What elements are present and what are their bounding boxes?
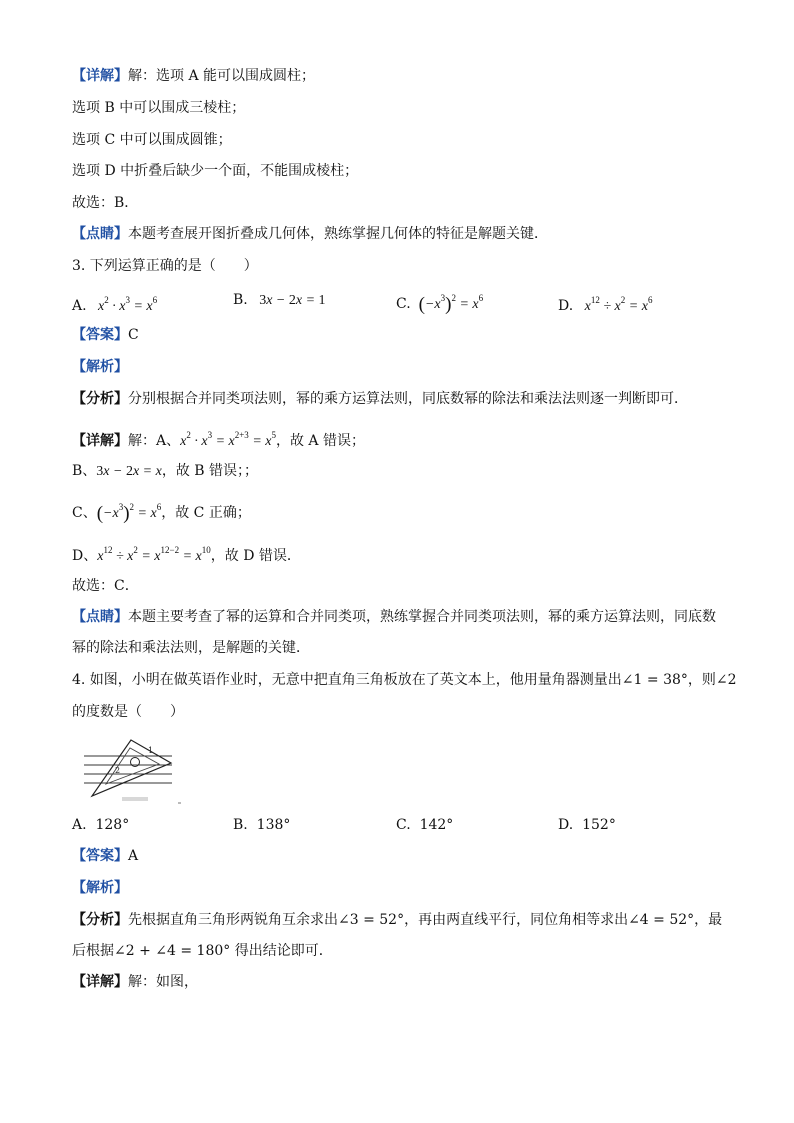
answer-tag: 【答案】 xyxy=(72,327,128,343)
q3-option-b-formula: 3x − 2x = 1 xyxy=(259,293,326,308)
q3-note-line2: 幂的除法和乘法法则，是解题的关键． xyxy=(72,640,310,656)
q4-answer: A xyxy=(128,848,139,864)
q4-option-d xyxy=(558,815,616,835)
q3-option-a-formula: $x^2 \cdot x^3 = x^6$ xyxy=(91,295,158,314)
answer-tag: 【答案】 xyxy=(72,848,128,864)
q4-option-a-value: 128° xyxy=(95,817,130,833)
note-tag: 【点睛】 xyxy=(72,609,128,625)
fenxi-tag: 【分析】 xyxy=(72,391,128,407)
q3-detail-c-prefix: C、 xyxy=(72,505,97,521)
q2-detail-a: 解：选项 A 能可以围成圆柱； xyxy=(128,68,316,84)
q3-detail-d-suffix: ，故 D 错误． xyxy=(210,548,301,564)
q4-option-a-label: A. xyxy=(72,817,87,833)
q4-stem-line1: 4. 如图，小明在做英语作业时，无意中把直角三角板放在了英文本上，他用量角器测量出∠1 = 38°，则∠2 xyxy=(72,672,737,688)
q4-fenxi-line2: 后根据∠2 + ∠4 = 180° 得出结论即可． xyxy=(72,943,333,959)
q4-stem-line2: 的度数是（ ） xyxy=(72,704,184,720)
smudge-mark xyxy=(122,797,148,801)
q4-option-b-label: B. xyxy=(233,817,248,833)
q4-option-c xyxy=(396,815,453,835)
angle-2-label: 2 xyxy=(115,766,121,775)
q3-answer-line xyxy=(72,325,139,345)
q3-detail-c-line xyxy=(72,497,251,524)
q4-option-a xyxy=(72,815,129,835)
q4-answer-line xyxy=(72,846,138,866)
q4-option-d-label: D. xyxy=(558,817,574,833)
q3-detail-b-prefix: B、 xyxy=(72,463,97,479)
q4-option-b-value: 138° xyxy=(256,817,291,833)
q3-option-a-label: A. xyxy=(72,298,87,314)
detail-tag: 【详解】 xyxy=(72,974,128,990)
q3-option-d-label: D. xyxy=(558,298,574,314)
q3-option-d xyxy=(558,290,652,317)
q2-note: 本题考查展开图折叠成几何体，熟练掌握几何体的特征是解题关键． xyxy=(128,226,548,242)
q4-option-d-value: 152° xyxy=(582,817,616,833)
q3-detail-c-suffix: ，故 C 正确； xyxy=(161,505,251,521)
q3-detail-b-suffix: ，故 B 错误；； xyxy=(161,463,259,479)
angle-1-label: 1 xyxy=(148,746,154,755)
q3-detail-c-formula: $(-x^3)^2 = x^6$ xyxy=(96,502,162,524)
q3-option-b xyxy=(233,290,326,311)
q3-analysis-line xyxy=(72,357,128,377)
analysis-tag: 【解析】 xyxy=(72,880,128,896)
q3-stem: 3. 下列运算正确的是（ ） xyxy=(72,258,258,274)
q4-detail-line xyxy=(72,972,198,992)
q3-option-c-formula: $(-x^3)^2 = x^6$ xyxy=(418,293,484,315)
q4-option-b xyxy=(233,815,290,835)
detail-tag: 【详解】 xyxy=(72,433,128,449)
q2-detail-c: 选项 C 中可以围成圆锥； xyxy=(72,132,232,148)
q4-fenxi-text-1: 先根据直角三角形两锐角互余求出∠3 = 52°，再由两直线平行，同位角相等求出∠4 = 52°，最 xyxy=(128,912,723,928)
q3-detail-d-formula: $x^{12} \div x^2 = x^{12-2} = x^{10}$ xyxy=(97,545,211,564)
q3-detail-a-formula: $x^2 \cdot x^3 = x^{2+3} = x^5$ xyxy=(180,430,276,449)
q2-note-line xyxy=(72,224,548,244)
q3-detail-d-line xyxy=(72,540,301,567)
q3-note-text-1: 本题主要考查了幂的运算和合并同类项，熟练掌握合并同类项法则，幂的乘方运算法则，同底数 xyxy=(128,609,716,625)
q3-option-c xyxy=(396,288,483,315)
analysis-tag: 【解析】 xyxy=(72,359,128,375)
q4-option-c-value: 142° xyxy=(419,817,454,833)
q3-note-line1 xyxy=(72,607,716,627)
q3-answer: C xyxy=(128,327,139,343)
q3-option-b-label: B. xyxy=(233,292,248,308)
q2-detail-b: 选项 B 中可以围成三棱柱； xyxy=(72,100,246,116)
smudge-dot xyxy=(178,802,181,804)
q2-detail-line-a xyxy=(72,66,315,86)
q4-fenxi-line1 xyxy=(72,910,722,930)
q3-detail-b-line xyxy=(72,461,258,482)
detail-tag: 【详解】 xyxy=(72,68,128,84)
q3-detail-a-prefix: 解：A、 xyxy=(128,433,181,449)
q3-detail-a-line xyxy=(72,425,365,452)
q3-option-d-formula: $x^{12} \div x^2 = x^6$ xyxy=(577,295,653,314)
q4-option-c-label: C. xyxy=(396,817,411,833)
q2-detail-d: 选项 D 中折叠后缺少一个面，不能围成棱柱； xyxy=(72,163,359,179)
note-tag: 【点睛】 xyxy=(72,226,128,242)
q3-detail-a-suffix: ，故 A 错误； xyxy=(275,433,365,449)
fenxi-tag: 【分析】 xyxy=(72,912,128,928)
q3-fenxi: 分别根据合并同类项法则，幂的乘方运算法则，同底数幂的除法和乘法法则逐一判断即可． xyxy=(128,391,688,407)
q4-detail: 解：如图， xyxy=(128,974,198,990)
q3-choose: 故选：C． xyxy=(72,578,139,594)
triangle-ruler-figure xyxy=(82,734,192,808)
q3-option-c-label: C. xyxy=(396,296,411,312)
q3-detail-d-prefix: D、 xyxy=(72,548,98,564)
q3-detail-b-formula: 3x − 2x = x xyxy=(96,464,162,479)
q4-analysis-line xyxy=(72,878,128,898)
q3-fenxi-line xyxy=(72,389,688,409)
q3-option-a xyxy=(72,290,157,317)
q2-choose: 故选：B． xyxy=(72,195,139,211)
